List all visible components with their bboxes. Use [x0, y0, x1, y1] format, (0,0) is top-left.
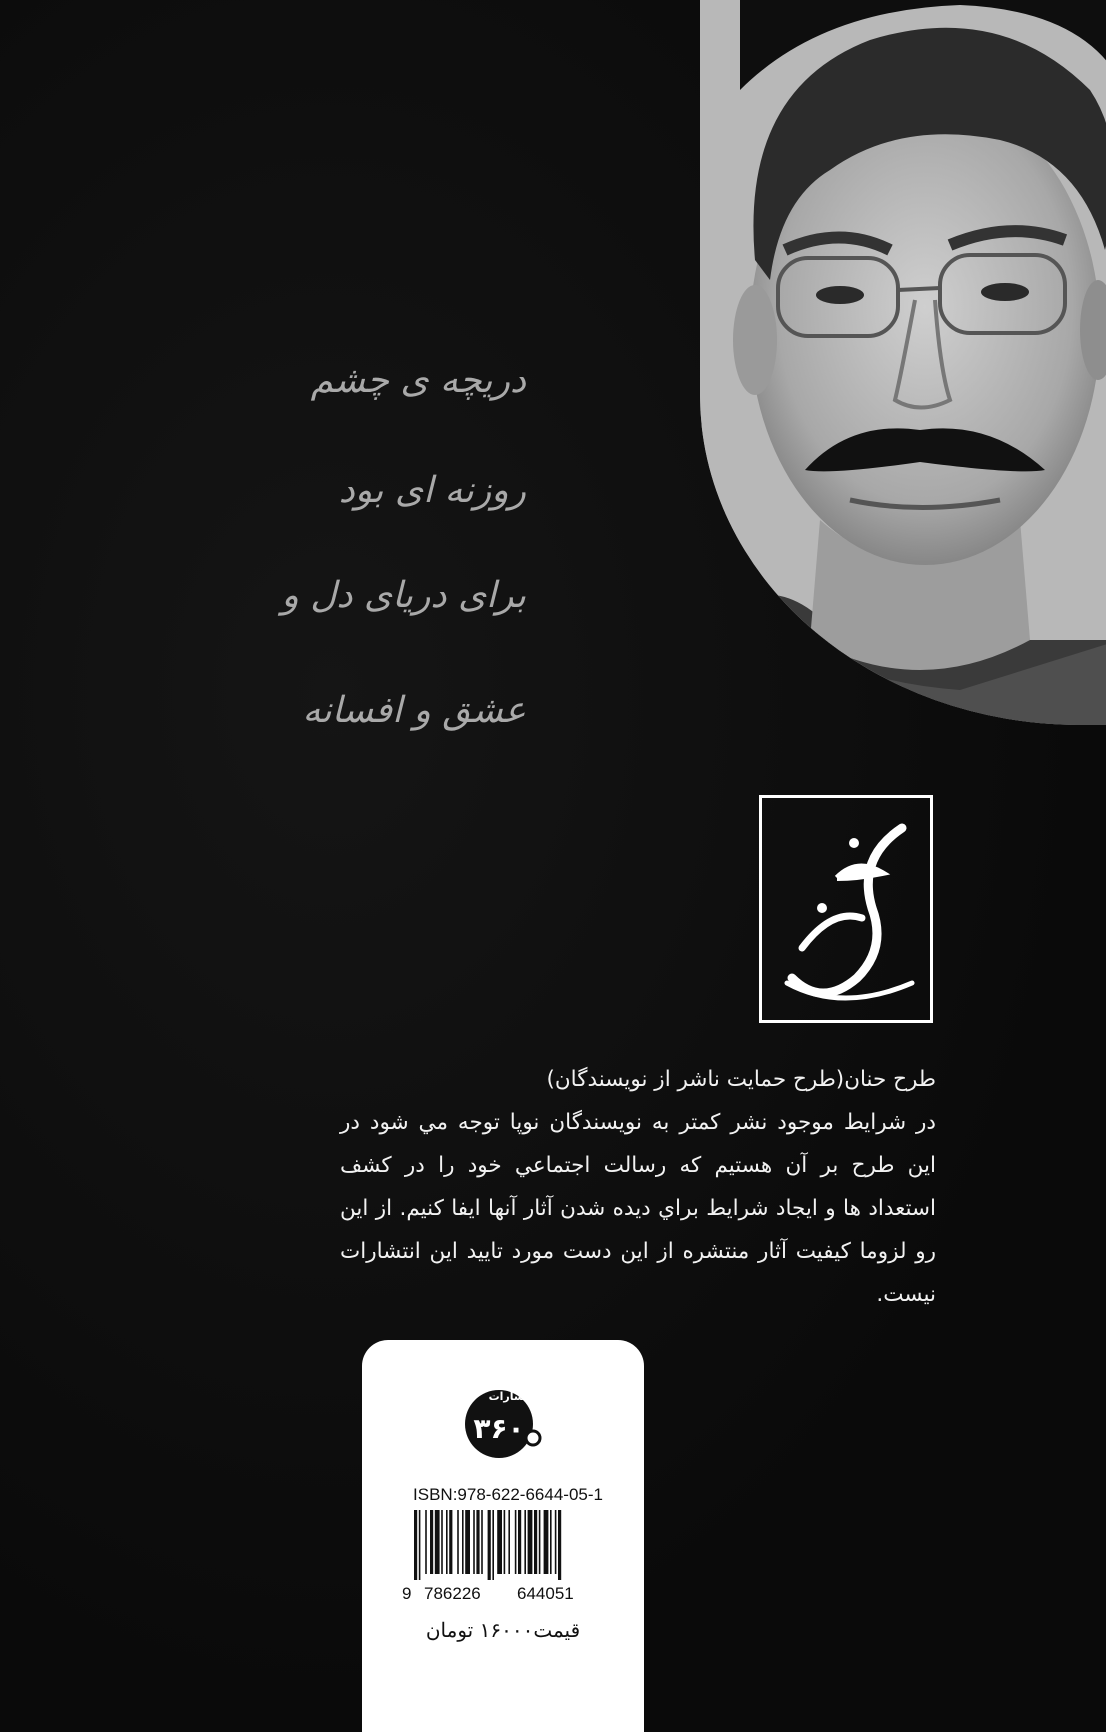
- publisher-note: [340, 1058, 936, 1316]
- barcode-bar: [558, 1510, 561, 1580]
- barcode-bar: [504, 1510, 506, 1574]
- poem-line-1: دریچه ی چشم: [310, 360, 526, 401]
- barcode: [412, 1510, 600, 1580]
- barcode-bar: [446, 1510, 448, 1574]
- isbn: ISBN:978-622-6644-05-1: [413, 1485, 603, 1504]
- barcode-digit-first: 9: [402, 1584, 412, 1603]
- barcode-bar: [476, 1510, 479, 1574]
- barcode-bar: [550, 1510, 552, 1574]
- barcode-bar: [419, 1510, 421, 1580]
- barcode-bar: [465, 1510, 470, 1574]
- publisher-logo: [457, 1380, 549, 1462]
- barcode-bar: [441, 1510, 443, 1574]
- barcode-bar: [473, 1510, 475, 1574]
- barcode-bar: [449, 1510, 452, 1574]
- barcode-bar: [518, 1510, 521, 1574]
- barcode-bar: [435, 1510, 440, 1574]
- barcode-bar: [492, 1510, 494, 1580]
- barcode-bar: [497, 1510, 502, 1574]
- publisher-note-body: در شرايط موجود نشر كمتر به نويسندگان نوپا توجه مي شود در اين طرح بر آن هستيم كه رسالت اجتماعي خود را در كشف استعداد ها و ايجاد شرايط براي ديده شدن آثار آنها ايفا كنيم. از اين رو لزوما كيفيت آثار منتشره از اين دست مورد تاييد اين انتشارات نيست.: [340, 1110, 936, 1307]
- publisher-note-title: طرح حنان(طرح حمايت ناشر از نويسندگان): [546, 1067, 936, 1092]
- poem-line-4: عشق و افسانه: [302, 690, 526, 731]
- barcode-digits-left: 786226: [424, 1584, 481, 1603]
- publisher-logo-text: انتشارات: [488, 1390, 538, 1403]
- barcode-bar: [430, 1510, 433, 1574]
- barcode-bar: [457, 1510, 459, 1574]
- publisher-logo-number: ۳۶۰: [473, 1412, 525, 1445]
- barcode-bar: [528, 1510, 533, 1574]
- price: قیمت۱۶۰۰۰ تومان: [425, 1618, 581, 1642]
- barcode-bar: [515, 1510, 517, 1574]
- author-photo: [700, 0, 1106, 725]
- barcode-digits-right: 644051: [517, 1584, 574, 1603]
- barcode-bar: [544, 1510, 549, 1574]
- poem-line-3: برای دریای دل و: [281, 575, 526, 616]
- barcode-bar: [524, 1510, 526, 1574]
- barcode-bar: [462, 1510, 464, 1574]
- poem-line-2: روزنه ای بود: [338, 470, 526, 511]
- price-label: [362, 1340, 644, 1732]
- barcode-bar: [555, 1510, 557, 1574]
- barcode-bar: [481, 1510, 483, 1574]
- barcode-bar: [425, 1510, 427, 1574]
- barcode-bar: [488, 1510, 491, 1580]
- hannan-logo-calligraphy: [762, 798, 930, 1020]
- barcode-digits: [402, 1584, 612, 1604]
- barcode-bar: [534, 1510, 537, 1574]
- hannan-logo: [759, 795, 933, 1023]
- barcode-bar: [508, 1510, 510, 1574]
- barcode-bar: [414, 1510, 417, 1580]
- barcode-bar: [539, 1510, 541, 1574]
